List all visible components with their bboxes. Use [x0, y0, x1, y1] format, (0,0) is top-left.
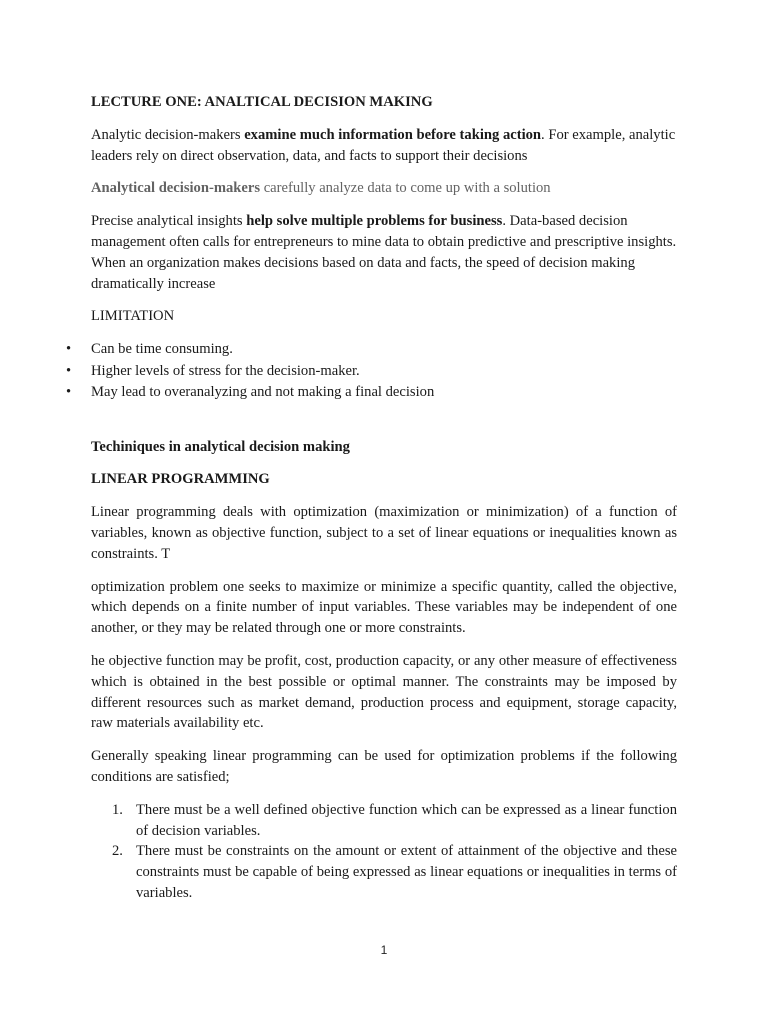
limitation-heading: LIMITATION	[91, 308, 175, 325]
insights-paragraph: Precise analytical insights help solve multiple problems for business. Data-based decision management often calls for entrepreneurs to mine data to obtain predictive and prescriptive insights. When an organization makes decisions based on data and facts, the speed of decision making dramatically increase	[91, 213, 677, 292]
linear-programming-heading: LINEAR PROGRAMMING	[91, 471, 270, 488]
lp-paragraph: Generally speaking linear programming can be used for optimization problems if the following conditions are satisfied;	[91, 748, 677, 786]
lp-paragraph: optimization problem one seeks to maximize or minimize a specific quantity, called the objective, which depends on a finite number of input variables. These variables may be independent of one another, or they may be related through one or more constraints.	[91, 578, 677, 637]
page-number: 1	[380, 943, 388, 957]
list-item: 1. There must be a well defined objective function which can be expressed as a linear function of decision variables.	[112, 801, 677, 839]
page-content	[66, 92, 677, 904]
limitations-list	[66, 339, 677, 404]
bullet-icon: •	[66, 341, 72, 358]
techniques-heading: Techiniques in analytical decision making	[91, 438, 350, 455]
bullet-icon: •	[66, 384, 72, 401]
lp-paragraph: he objective function may be profit, cost, production capacity, or any other measure of effectiveness which is obtained in the best possible or optimal manner. The constraints may be imposed by different resources such as market demand, production process and equipment, storage capacity, raw materials availability etc.	[91, 653, 677, 732]
list-item: • May lead to overanalyzing and not making a final decision	[91, 382, 677, 404]
lecture-title: LECTURE ONE: ANALTICAL DECISION MAKING	[91, 94, 433, 110]
bullet-icon: •	[66, 362, 72, 379]
list-item: 2. There must be constraints on the amount or extent of attainment of the objective and these constraints must be capable of being expressed as linear equations or inequalities in terms of variables.	[112, 843, 677, 902]
conditions-list	[91, 800, 677, 904]
intro-paragraph: Analytic decision-makers examine much information before taking action. For example, analytic leaders rely on direct observation, data, and facts to support their decisions	[91, 126, 676, 164]
list-item: • Can be time consuming.	[91, 339, 677, 361]
analytical-makers-line: Analytical decision-makers carefully analyze data to come up with a solution	[91, 180, 551, 197]
list-item: • Higher levels of stress for the decision-maker.	[91, 361, 677, 383]
lp-paragraph: Linear programming deals with optimization (maximization or minimization) of a function of variables, known as objective function, subject to a set of linear equations or inequalities known as constraints. T	[91, 504, 677, 562]
